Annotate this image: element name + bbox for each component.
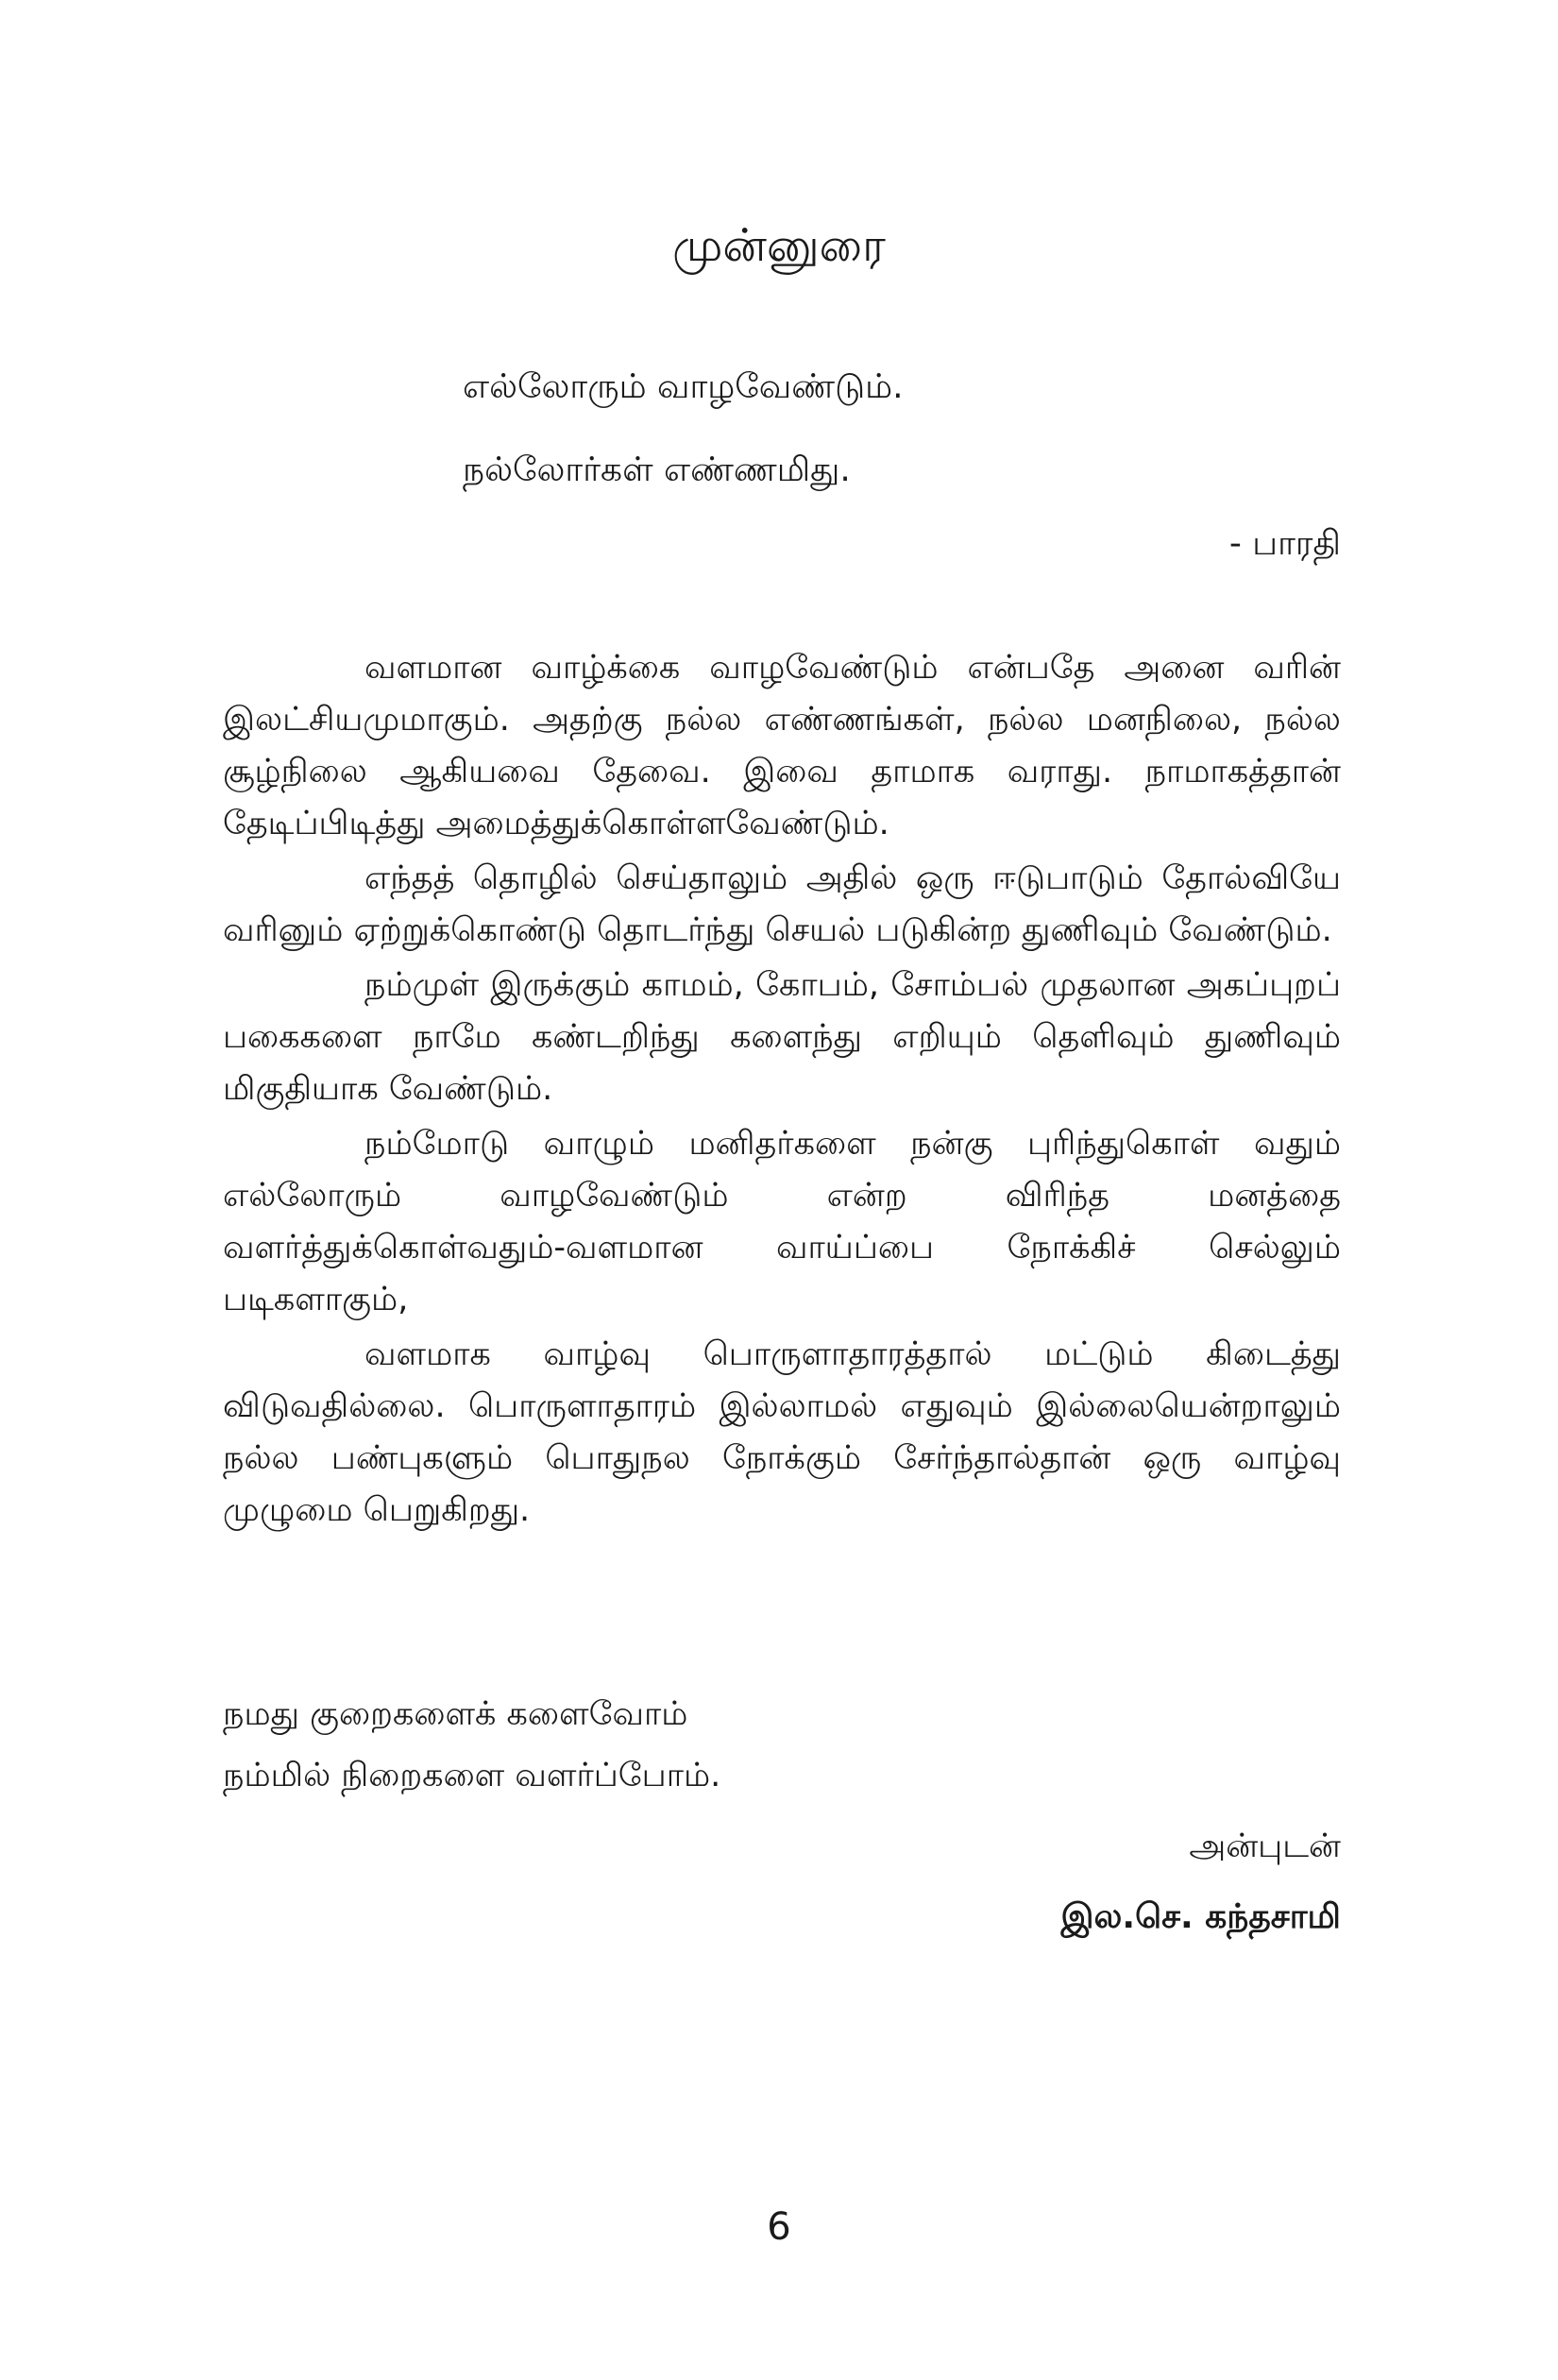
- author-name: இல.செ. கந்தசாமி: [1060, 1897, 1341, 1936]
- epigraph-line: நல்லோர்கள் எண்ணமிது.: [463, 450, 851, 489]
- paragraph: வளமான வாழ்க்கை வாழவேண்டும் என்பதே அனை வரின் இலட்சியமுமாகும். அதற்கு நல்ல எண்ணங்கள், நல்ல மனநிலை, நல்ல சூழ்நிலை ஆகியவை தேவை. இவை தாமாக வராது. நாமாகத்தான் தேடிப்பிடித்து அமைத்துக்கொள்ளவேண்டும்.: [223, 649, 1341, 842]
- body-text: [223, 642, 1341, 1539]
- signoff-regards: அன்புடன்: [1189, 1828, 1341, 1865]
- closing-line: நம்மில் நிறைகளை வளர்ப்போம்.: [223, 1757, 721, 1794]
- closing-line: நமது குறைகளைக் களைவோம்: [223, 1695, 688, 1733]
- paragraph: எந்தத் தொழில் செய்தாலும் அதில் ஒரு ஈடுபாடும் தோல்வியே வரினும் ஏற்றுக்கொண்டு தொடர்ந்து செயல் படுகின்ற துணிவும் வேண்டும்.: [223, 859, 1341, 949]
- closing-lines: [223, 1691, 1341, 1813]
- paragraph: வளமாக வாழ்வு பொருளாதாரத்தால் மட்டும் கிடைத்து விடுவதில்லை. பொருளாதாரம் இல்லாமல் எதுவும் இல்லையென்றாலும் நல்ல பண்புகளும் பொதுநல நோக்கும் சேர்ந்தால்தான் ஒரு வாழ்வு முழுமை பெறுகிறது.: [223, 1335, 1341, 1529]
- epigraph-author: - பாரதி: [1228, 524, 1341, 563]
- epigraph: [463, 364, 1341, 568]
- paragraph: நம்மோடு வாழும் மனிதர்களை நன்கு புரிந்துகொள் வதும் எல்லோரும் வாழவேண்டும் என்ற விரிந்த மனத்தை வளர்த்துக்கொள்வதும்-வளமான வாய்ப்பை நோக்கிச் செல்லும் படிகளாகும்,: [223, 1125, 1341, 1318]
- epigraph-line: எல்லோரும் வாழவேண்டும்.: [463, 367, 904, 406]
- signoff: [223, 1823, 1341, 1941]
- page-title: முன்னுரை: [672, 219, 886, 272]
- paragraph: நம்முள் இருக்கும் காமம், கோபம், சோம்பல் முதலான அகப்புறப் பகைகளை நாமே கண்டறிந்து களைந்து எறியும் தெளிவும் துணிவும் மிகுதியாக வேண்டும்.: [223, 966, 1341, 1108]
- page-number: 6: [767, 2205, 791, 2249]
